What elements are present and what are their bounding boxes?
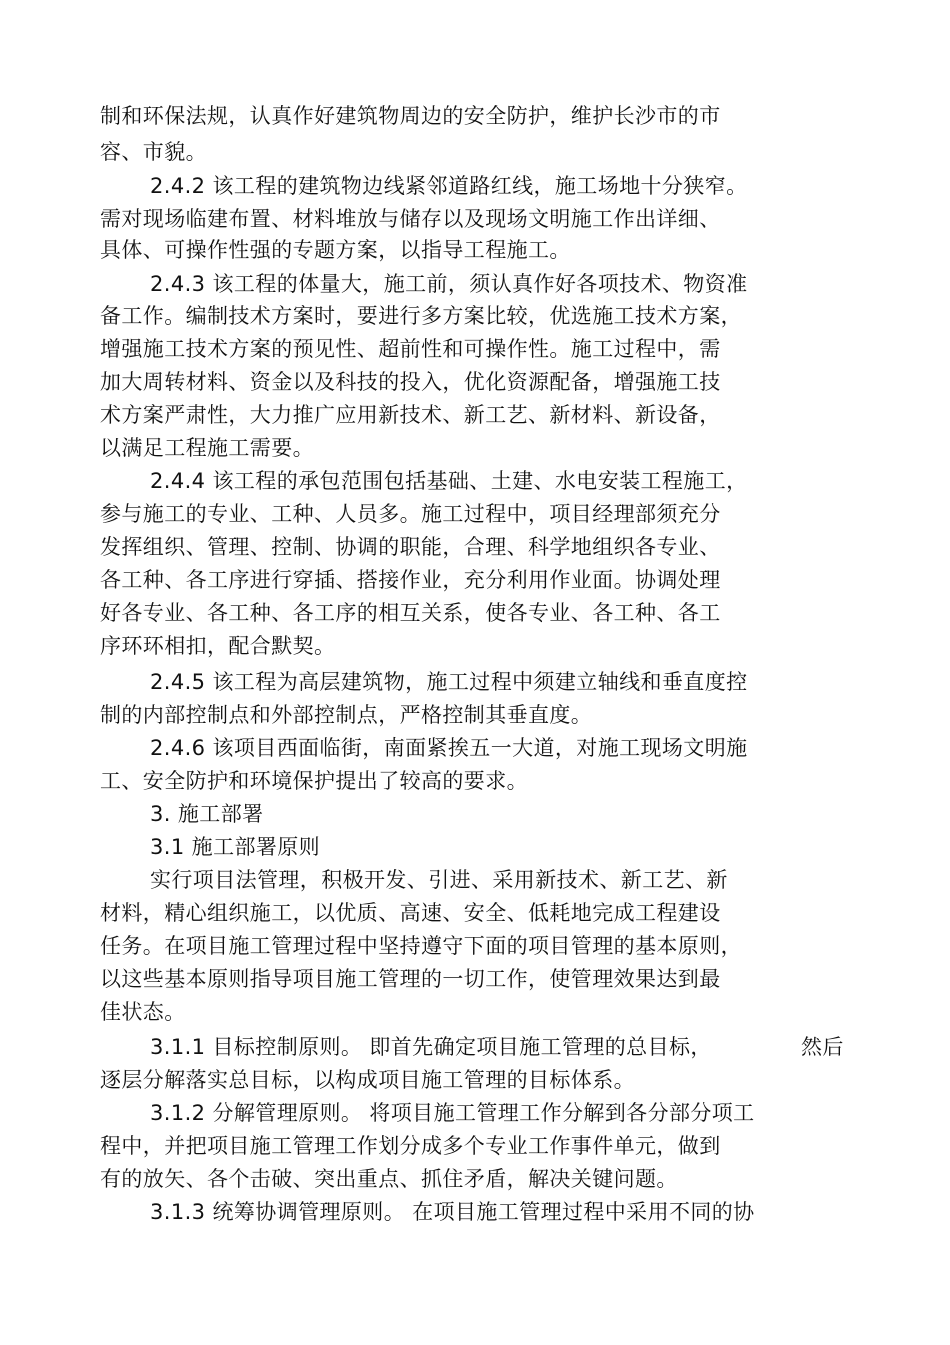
text-line: 材料，精心组织施工，以优质、高速、安全、低耗地完成工程建设 [100, 901, 721, 925]
text-line: 加大周转材料、资金以及科技的投入，优化资源配备，增强施工技 [100, 370, 721, 394]
text-line: 需对现场临建布置、材料堆放与储存以及现场文明施工作出详细、 [100, 207, 721, 231]
text-line: 任务。在项目施工管理过程中坚持遵守下面的项目管理的基本原则， [100, 934, 742, 958]
text-line: 2.4.4 该工程的承包范围包括基础、土建、水电安装工程施工， [150, 469, 748, 493]
text-line: 以满足工程施工需要。 [100, 436, 314, 460]
text-line: 发挥组织、管理、控制、协调的职能，合理、科学地组织各专业、 [100, 535, 721, 559]
text-line: 序环环相扣，配合默契。 [100, 634, 336, 658]
text-line: 制和环保法规，认真作好建筑物周边的安全防护，维护长沙市的市 [100, 104, 721, 128]
text-line: 佳状态。 [100, 1000, 186, 1024]
text-line: 各工种、各工序进行穿插、搭接作业，充分利用作业面。协调处理 [100, 568, 721, 592]
text-line: 2.4.3 该工程的体量大，施工前，须认真作好各项技术、物资准 [150, 272, 748, 296]
text-line: 备工作。编制技术方案时，要进行多方案比较，优选施工技术方案， [100, 304, 742, 328]
text-line: 2.4.6 该项目西面临街，南面紧挨五一大道，对施工现场文明施 [150, 736, 748, 760]
section-heading: 3. 施工部署 [150, 802, 264, 826]
text-line: 有的放矢、各个击破、突出重点、抓住矛盾，解决关键问题。 [100, 1167, 678, 1191]
text-line: 3.1.3 统筹协调管理原则。 在项目施工管理过程中采用不同的协 [150, 1200, 755, 1224]
text-line: 以这些基本原则指导项目施工管理的一切工作，使管理效果达到最 [100, 967, 721, 991]
text-line: 容、市貌。 [100, 140, 207, 164]
subsection-heading: 3.1 施工部署原则 [150, 835, 321, 859]
text-line: 制的内部控制点和外部控制点，严格控制其垂直度。 [100, 703, 593, 727]
text-line: 然后 [801, 1035, 844, 1059]
text-line: 好各专业、各工种、各工序的相互关系，使各专业、各工种、各工 [100, 601, 721, 625]
text-line: 3.1.1 目标控制原则。 即首先确定项目施工管理的总目标， [150, 1035, 712, 1059]
text-line: 程中，并把项目施工管理工作划分成多个专业工作事件单元，做到 [100, 1134, 721, 1158]
text-line: 工、安全防护和环境保护提出了较高的要求。 [100, 769, 528, 793]
text-line: 增强施工技术方案的预见性、超前性和可操作性。施工过程中，需 [100, 337, 721, 361]
text-line: 逐层分解落实总目标，以构成项目施工管理的目标体系。 [100, 1068, 635, 1092]
text-line: 实行项目法管理，积极开发、引进、采用新技术、新工艺、新 [150, 868, 728, 892]
text-line: 2.4.5 该工程为高层建筑物，施工过程中须建立轴线和垂直度控 [150, 670, 748, 694]
text-line: 2.4.2 该工程的建筑物边线紧邻道路红线，施工场地十分狭窄。 [150, 174, 748, 198]
text-line: 具体、可操作性强的专题方案，以指导工程施工。 [100, 238, 571, 262]
text-line: 3.1.2 分解管理原则。 将项目施工管理工作分解到各分部分项工 [150, 1101, 755, 1125]
text-line: 术方案严肃性，大力推广应用新技术、新工艺、新材料、新设备， [100, 403, 721, 427]
text-line: 参与施工的专业、工种、人员多。施工过程中，项目经理部须充分 [100, 502, 721, 526]
